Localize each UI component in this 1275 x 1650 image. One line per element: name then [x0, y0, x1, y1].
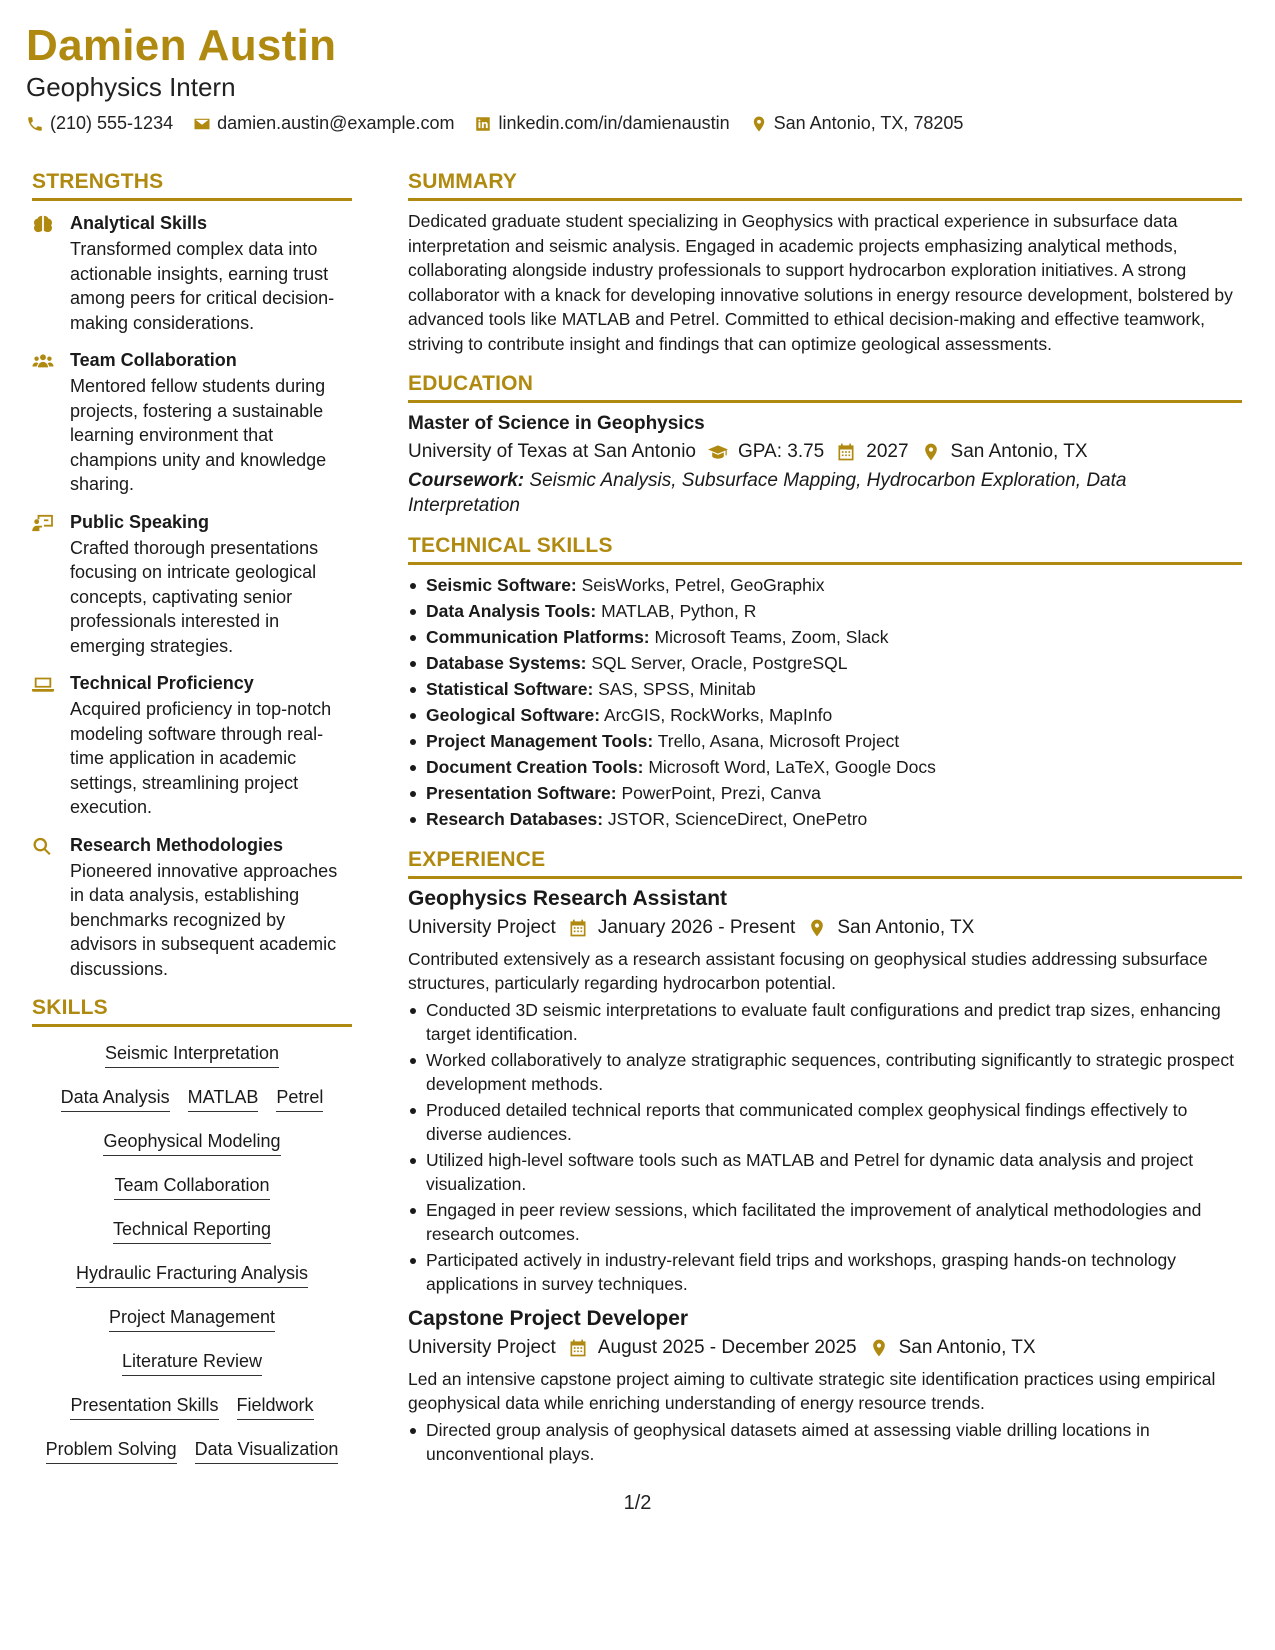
skill-tag: Geophysical Modeling [103, 1131, 280, 1156]
tech-value: PowerPoint, Prezi, Canva [621, 783, 821, 803]
edu-location-group [921, 441, 1088, 463]
calendar-icon [568, 1338, 588, 1358]
skill-tag: Fieldwork [237, 1395, 314, 1420]
skill-row [32, 1307, 352, 1332]
list-item: Utilized high-level software tools such as MATLAB and Petrel for dynamic data analysis and project visualization. [408, 1148, 1242, 1197]
job-org: University Project [408, 916, 556, 938]
job-location-group [807, 917, 974, 939]
map-pin-icon [869, 1338, 889, 1358]
job-location-group [869, 1337, 1036, 1359]
tech-value: Microsoft Teams, Zoom, Slack [654, 627, 889, 647]
tech-label: Seismic Software: [426, 575, 577, 595]
job-title: Capstone Project Developer [408, 1306, 689, 1330]
skill-tag: Data Analysis [61, 1087, 170, 1112]
candidate-role: Geophysics Intern [26, 72, 236, 103]
skill-tag: Technical Reporting [113, 1219, 271, 1244]
presentation-icon [32, 512, 56, 659]
job-location: San Antonio, TX [837, 916, 975, 938]
contact-location [750, 113, 964, 134]
page-number: 1/2 [623, 1492, 652, 1514]
users-icon [32, 350, 56, 497]
linkedin-link[interactable]: linkedin.com/in/damienaustin [498, 113, 730, 134]
job-title: Geophysics Research Assistant [408, 886, 728, 910]
graduation-cap-icon [708, 442, 728, 462]
coursework-list: Seismic Analysis, Subsurface Mapping, Hydrocarbon Exploration, Data Interpretation [408, 470, 1127, 516]
strength-title: Public Speaking [70, 511, 210, 532]
list-item: Produced detailed technical reports that communicated complex geophysical findings effectively to diverse audiences. [408, 1098, 1242, 1147]
skill-tag: Seismic Interpretation [105, 1043, 279, 1068]
contact-bar [26, 113, 963, 134]
grad-year: 2027 [866, 441, 909, 462]
strength-desc: Mentored fellow students during projects, fostering a sustainable learning environment that champions unity and knowledge sharing. [70, 376, 327, 494]
school-name: University of Texas at San Antonio [408, 441, 696, 462]
skill-tag: Hydraulic Fracturing Analysis [76, 1263, 308, 1288]
gpa-group [708, 441, 824, 463]
tech-value: MATLAB, Python, R [601, 601, 757, 621]
job-description: Led an intensive capstone project aiming to cultivate strategic site identification practices using empirical geophysical data while enriching understanding of energy resource trends. [408, 1368, 1216, 1413]
calendar-icon [836, 442, 856, 462]
skill-row [32, 1351, 352, 1376]
skill-row [32, 1263, 352, 1288]
skill-tag: Team Collaboration [114, 1175, 269, 1200]
right-column [408, 170, 1242, 1468]
experience-section [408, 848, 1242, 1467]
tech-label: Document Creation Tools: [426, 757, 644, 777]
job-meta [408, 917, 1242, 939]
email-link[interactable]: damien.austin@example.com [217, 113, 455, 134]
phone-text[interactable]: (210) 555-1234 [50, 113, 174, 134]
education-section [408, 372, 1242, 518]
candidate-name: Damien Austin [26, 21, 337, 70]
skill-tags [32, 1043, 352, 1464]
technical-skills-heading: TECHNICAL SKILLS [408, 534, 1242, 565]
job-dates: January 2026 - Present [597, 916, 796, 938]
skill-tag: Petrel [276, 1087, 323, 1112]
tech-value: SeisWorks, Petrel, GeoGraphix [581, 575, 825, 595]
list-item [408, 599, 1242, 624]
strength-desc: Acquired proficiency in top-notch modeling software through real-time application in academic settings, streamlining project execution. [70, 699, 332, 817]
contact-linkedin [474, 113, 729, 134]
strength-title: Team Collaboration [70, 350, 237, 370]
job-bullets [408, 1418, 1242, 1467]
contact-phone [26, 113, 173, 134]
skill-row [32, 1439, 352, 1464]
coursework [408, 469, 1242, 518]
gpa-text: GPA: 3.75 [737, 441, 825, 462]
skill-tag: MATLAB [188, 1087, 259, 1112]
list-item [408, 651, 1242, 676]
list-item [408, 677, 1242, 702]
phone-icon [26, 115, 44, 133]
strength-item [32, 512, 352, 659]
strength-item [32, 673, 352, 820]
strength-title: Research Methodologies [70, 834, 284, 855]
job-dates-group [568, 917, 796, 939]
list-item: Participated actively in industry-relevant field trips and workshops, grasping hands-on technology applications in survey techniques. [408, 1248, 1242, 1297]
skill-row [32, 1087, 352, 1112]
skill-tag: Data Visualization [195, 1439, 339, 1464]
list-item [408, 807, 1242, 832]
skill-tag: Literature Review [122, 1351, 262, 1376]
job-entry [408, 887, 1242, 1297]
tech-label: Statistical Software: [426, 679, 594, 699]
envelope-icon [193, 115, 211, 133]
tech-value: SAS, SPSS, Minitab [598, 679, 756, 699]
strength-item [32, 835, 352, 982]
laptop-icon [32, 673, 56, 820]
strength-title: Technical Proficiency [70, 673, 254, 693]
skill-tag: Presentation Skills [70, 1395, 218, 1420]
tech-label: Geological Software: [426, 705, 601, 725]
job-dates: August 2025 - December 2025 [597, 1336, 857, 1358]
job-description: Contributed extensively as a research assistant focusing on geophysical studies addressing subsurface structures, particularly regarding hydrocarbon potential. [408, 948, 1208, 993]
skill-row [32, 1175, 352, 1200]
job-dates-group [568, 1337, 857, 1359]
technical-skills-list [408, 573, 1242, 832]
list-item [408, 729, 1242, 754]
strength-item [32, 213, 352, 335]
summary-text: Dedicated graduate student specializing in Geophysics with practical experience in subsurface data interpretation and seismic analysis. Engaged in academic projects emphasizing analytical methods, collaborating alongside industry professionals to support hydrocarbon exploration initiatives. A strong collaborator with a knack for developing innovative solutions in energy resource development, bolstered by advanced tools like MATLAB and Petrel. Committed to ethical decision-making and effective teamwork, striving to contribute insight and findings that can optimize geological assessments. [408, 211, 1233, 354]
location-text: San Antonio, TX, 78205 [773, 113, 964, 134]
tech-value: ArcGIS, RockWorks, MapInfo [603, 705, 833, 725]
year-group [836, 441, 908, 463]
calendar-icon [568, 918, 588, 938]
list-item [408, 755, 1242, 780]
brain-icon [32, 213, 56, 335]
experience-heading: EXPERIENCE [408, 848, 1242, 879]
skill-row [32, 1043, 352, 1068]
list-item [408, 703, 1242, 728]
tech-value: SQL Server, Oracle, PostgreSQL [591, 653, 848, 673]
search-icon [32, 835, 56, 982]
skill-row [32, 1131, 352, 1156]
left-column [32, 170, 352, 1483]
list-item: Worked collaboratively to analyze stratigraphic sequences, contributing significantly to strategic prospect development methods. [408, 1048, 1242, 1097]
education-heading: EDUCATION [408, 372, 1242, 403]
contact-email [193, 113, 454, 134]
tech-label: Communication Platforms: [426, 627, 650, 647]
strengths-list [32, 213, 352, 981]
summary-heading: SUMMARY [408, 170, 1242, 201]
technical-skills-section [408, 534, 1242, 832]
linkedin-icon [474, 115, 492, 133]
tech-label: Database Systems: [426, 653, 587, 673]
skill-tag: Problem Solving [46, 1439, 177, 1464]
resume-header [26, 22, 963, 134]
map-pin-icon [750, 115, 768, 133]
coursework-label: Coursework: [408, 470, 525, 491]
job-bullets [408, 998, 1242, 1297]
education-meta [408, 441, 1242, 463]
strengths-heading: STRENGTHS [32, 170, 352, 201]
strength-desc: Transformed complex data into actionable insights, earning trust among peers for critical decision-making considerations. [70, 239, 335, 333]
tech-value: Microsoft Word, LaTeX, Google Docs [648, 757, 936, 777]
tech-label: Data Analysis Tools: [426, 601, 597, 621]
job-entry [408, 1307, 1242, 1467]
tech-value: Trello, Asana, Microsoft Project [657, 731, 900, 751]
strength-desc: Crafted thorough presentations focusing on intricate geological concepts, captivating senior professionals interested in emerging strategies. [70, 537, 319, 656]
edu-location: San Antonio, TX [950, 441, 1088, 462]
map-pin-icon [807, 918, 827, 938]
list-item: Directed group analysis of geophysical datasets aimed at assessing viable drilling locations in unconventional plays. [408, 1418, 1242, 1467]
degree-title: Master of Science in Geophysics [408, 413, 705, 434]
tech-label: Research Databases: [426, 809, 604, 829]
strength-desc: Pioneered innovative approaches in data analysis, establishing benchmarks recognized by advisors in subsequent academic discussions. [70, 860, 338, 979]
skills-heading: SKILLS [32, 996, 352, 1027]
strength-title: Analytical Skills [70, 213, 208, 233]
tech-label: Presentation Software: [426, 783, 617, 803]
tech-value: JSTOR, ScienceDirect, OnePetro [607, 809, 868, 829]
skill-row [32, 1219, 352, 1244]
skill-row [32, 1395, 352, 1420]
job-location: San Antonio, TX [898, 1336, 1036, 1358]
skill-tag: Project Management [109, 1307, 275, 1332]
list-item [408, 573, 1242, 598]
job-meta [408, 1337, 1242, 1359]
tech-label: Project Management Tools: [426, 731, 654, 751]
strength-item [32, 350, 352, 497]
list-item: Engaged in peer review sessions, which facilitated the improvement of analytical methodologies and research outcomes. [408, 1198, 1242, 1247]
list-item [408, 625, 1242, 650]
map-pin-icon [921, 442, 941, 462]
job-org: University Project [408, 1336, 556, 1358]
list-item: Conducted 3D seismic interpretations to evaluate fault configurations and predict trap sizes, enhancing target identification. [408, 998, 1242, 1047]
list-item [408, 781, 1242, 806]
